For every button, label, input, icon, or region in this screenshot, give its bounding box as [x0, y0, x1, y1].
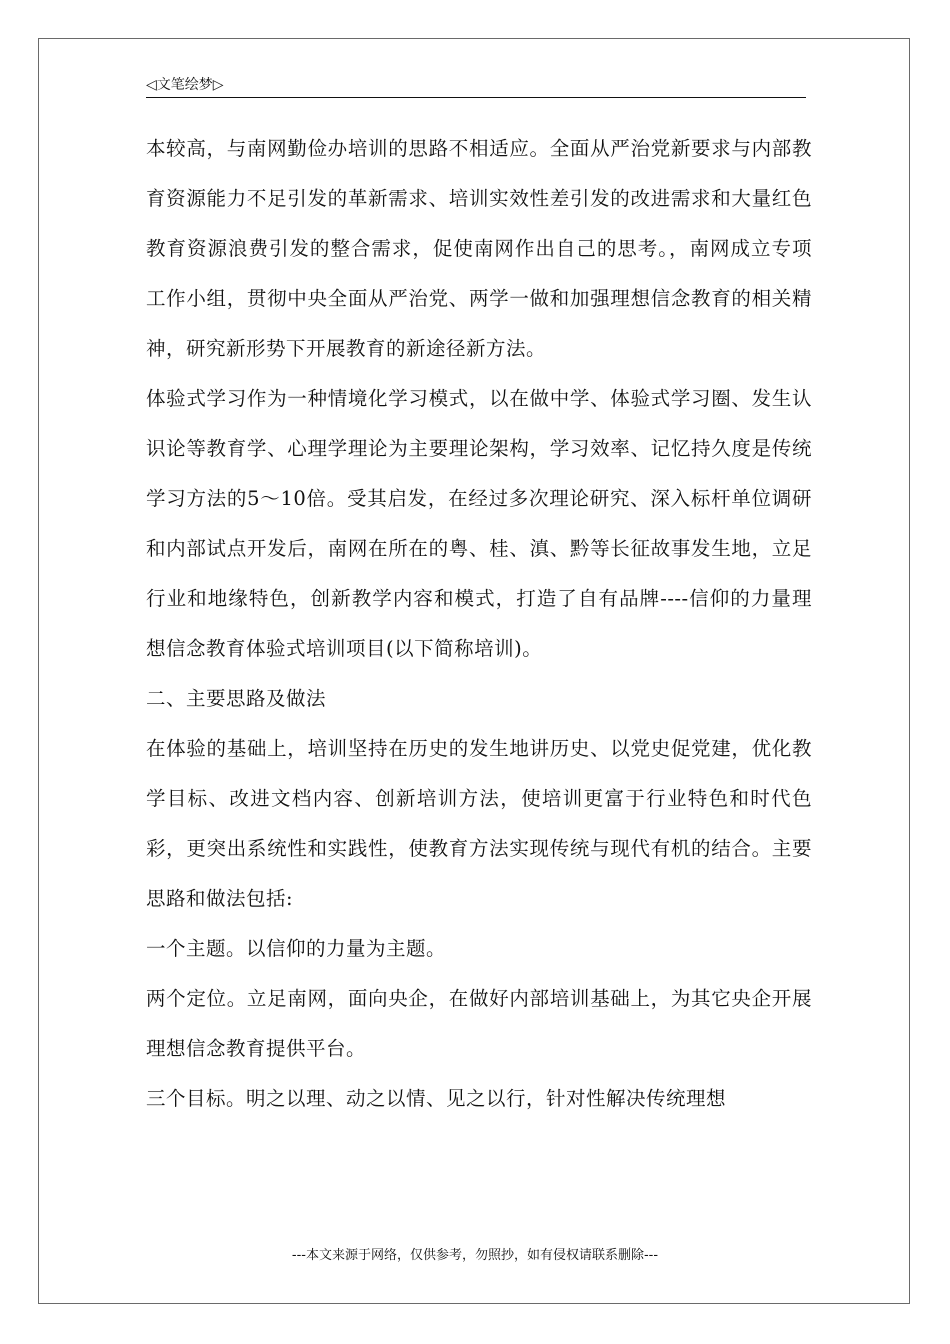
- document-body: [146, 124, 812, 1124]
- paragraph: 在体验的基础上，培训坚持在历史的发生地讲历史、以党史促党建，优化教学目标、改进文档内容、创新培训方法，使培训更富于行业特色和时代色彩，更突出系统性和实践性，使教育方法实现传统与现代有机的结合。主要思路和做法包括:: [146, 737, 812, 910]
- paragraph: 两个定位。立足南网，面向央企，在做好内部培训基础上，为其它央企开展理想信念教育提供平台。: [146, 987, 812, 1060]
- paragraph: 本较高，与南网勤俭办培训的思路不相适应。全面从严治党新要求与内部教育资源能力不足引发的革新需求、培训实效性差引发的改进需求和大量红色教育资源浪费引发的整合需求，促使南网作出自己的思考。，南网成立专项工作小组，贯彻中央全面从严治党、两学一做和加强理想信念教育的相关精神，研究新形势下开展教育的新途径新方法。: [146, 137, 812, 360]
- page-header: ◁文笔绘梦▷: [146, 77, 224, 93]
- paragraph: 体验式学习作为一种情境化学习模式，以在做中学、体验式学习圈、发生认识论等教育学、心理学理论为主要理论架构，学习效率、记忆持久度是传统学习方法的5～10倍。受其启发，在经过多次理论研究、深入标杆单位调研和内部试点开发后，南网在所在的粤、桂、滇、黔等长征故事发生地，立足行业和地缘特色，创新教学内容和模式，打造了自有品牌----信仰的力量理想信念教育体验式培训项目(以下简称培训)。: [146, 387, 812, 660]
- page-footer: ---本文来源于网络，仅供参考，勿照抄，如有侵权请联系删除---: [291, 1248, 659, 1263]
- header-divider: [146, 97, 806, 98]
- paragraph: 三个目标。明之以理、动之以情、见之以行，针对性解决传统理想: [146, 1087, 727, 1110]
- section-heading: 二、主要思路及做法: [146, 687, 327, 710]
- paragraph: 一个主题。以信仰的力量为主题。: [146, 937, 447, 960]
